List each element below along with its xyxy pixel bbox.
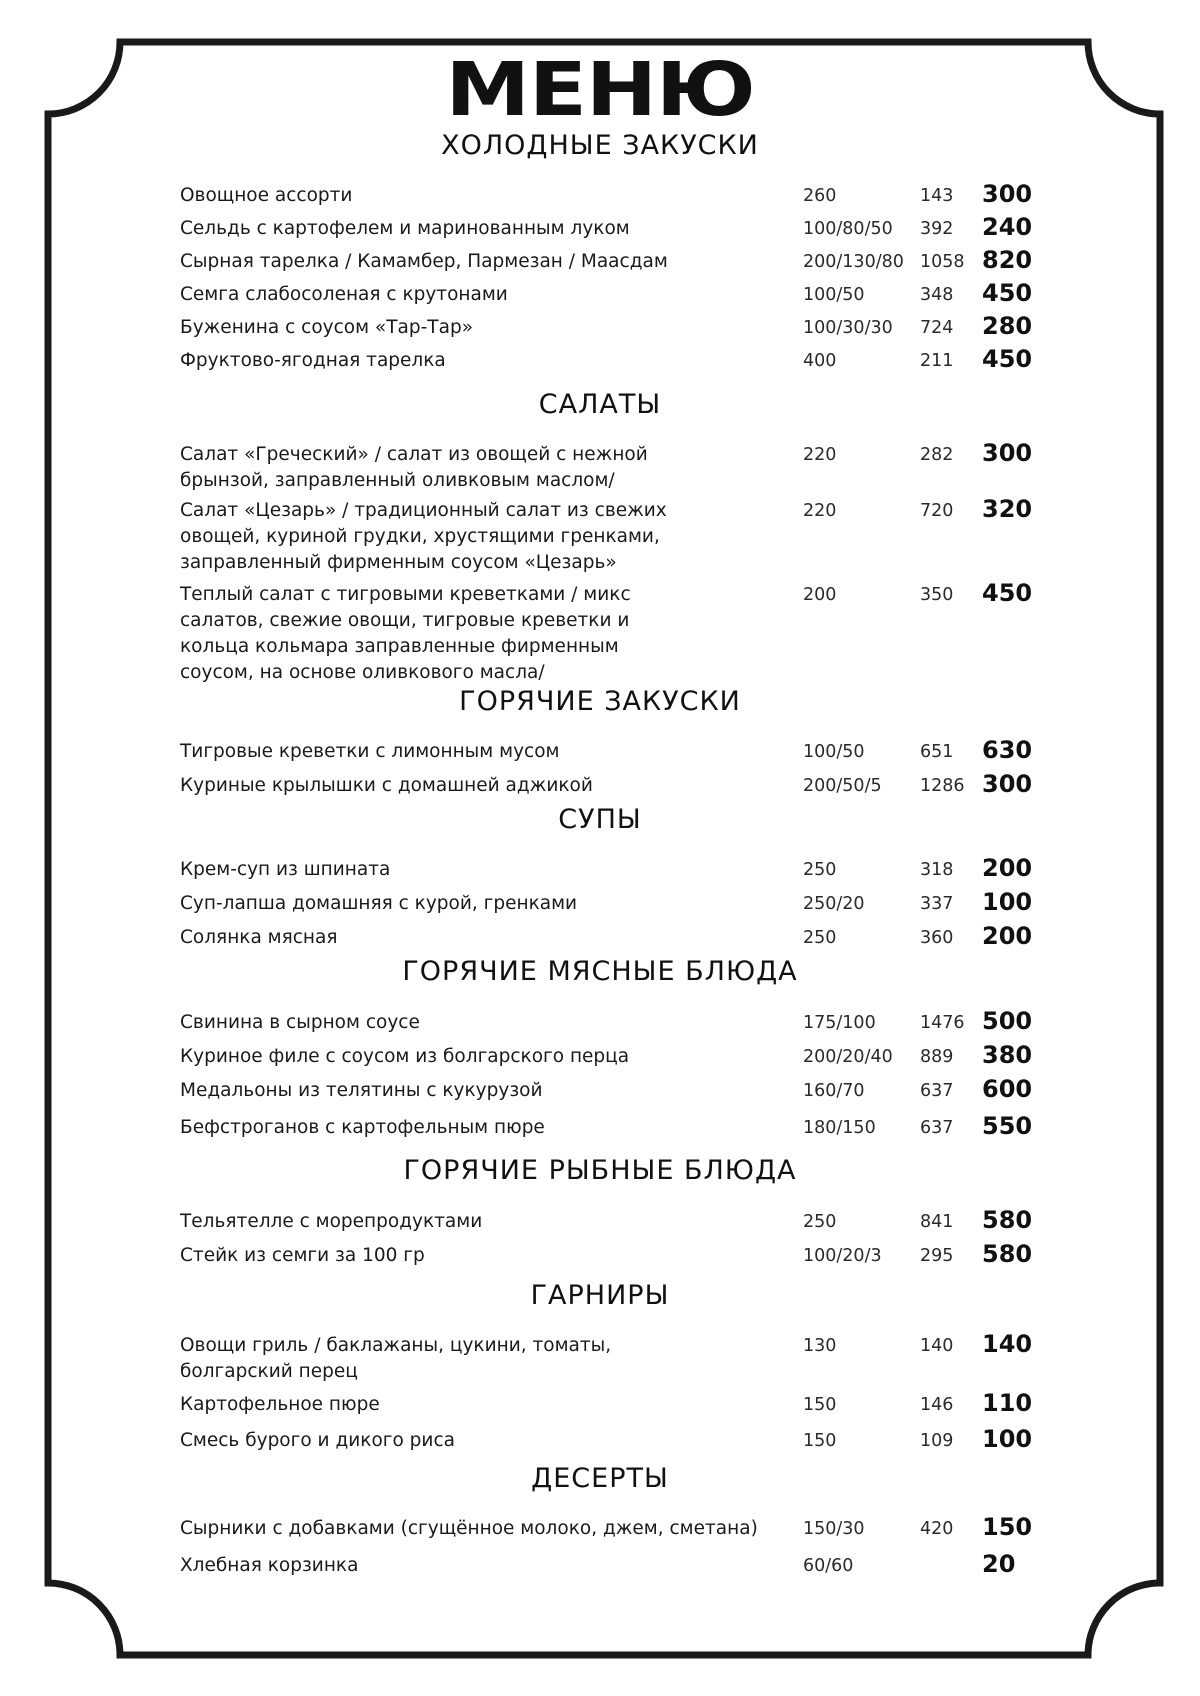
menu-item [180,246,1040,279]
item-calories: 420 [920,1519,954,1539]
section-title-soups: СУПЫ [558,804,642,835]
item-weight: 220 [803,445,837,465]
item-price: 820 [982,246,1033,274]
item-name: Буженина с соусом «Тар-Тар» [180,317,474,338]
menu-item [180,1513,1040,1546]
item-weight: 220 [803,501,837,521]
item-name: Суп-лапша домашняя с курой, гренками [180,893,578,914]
item-weight: 100/50 [803,285,865,305]
item-price: 280 [982,312,1033,340]
menu-item [180,1007,1040,1040]
menu-item [180,312,1040,345]
menu-item [180,1240,1040,1273]
item-name: Картофельное пюре [180,1394,380,1415]
section-title-fish-dishes: ГОРЯЧИЕ РЫБНЫЕ БЛЮДА [403,1155,797,1186]
item-name: Солянка мясная [180,927,338,948]
item-weight: 160/70 [803,1081,865,1101]
menu-item [180,770,1040,803]
item-name: Фруктово-ягодная тарелка [180,350,446,371]
menu-item [180,854,1040,887]
item-calories: 211 [920,351,954,371]
item-price: 320 [982,495,1033,523]
item-price: 20 [982,1550,1016,1578]
item-calories: 724 [920,318,954,338]
item-price: 380 [982,1041,1033,1069]
item-name: Овощи гриль / баклажаны, цукини, томаты, болгарский перец [180,1335,612,1382]
item-weight: 180/150 [803,1118,876,1138]
item-weight: 250 [803,860,837,880]
menu-item [180,1330,1040,1382]
item-name: Сырная тарелка / Камамбер, Пармезан / Маасдам [180,251,668,272]
item-calories: 146 [920,1395,954,1415]
item-calories: 1058 [920,252,965,272]
menu-item [180,922,1040,955]
item-calories: 350 [920,585,954,605]
item-weight: 400 [803,351,837,371]
item-weight: 100/20/3 [803,1246,882,1266]
menu-item [180,1206,1040,1239]
item-price: 100 [982,888,1033,916]
item-calories: 1286 [920,776,965,796]
item-name: Овощное ассорти [180,185,353,206]
item-name: Салат «Цезарь» / традиционный салат из свежих овощей, куриной грудки, хрустящими гренками, заправленный фирменным соусом «Цезарь» [180,500,667,573]
item-name: Тельятелле с морепродуктами [180,1211,483,1232]
item-calories: 360 [920,928,954,948]
menu-item [180,345,1040,378]
item-weight: 60/60 [803,1556,854,1576]
item-price: 550 [982,1112,1033,1140]
item-name: Куриные крылышки с домашней аджикой [180,775,593,796]
item-calories: 720 [920,501,954,521]
item-weight: 250 [803,928,837,948]
item-name: Семга слабосоленая с крутонами [180,284,508,305]
menu-item [180,495,1040,573]
section-title-meat-dishes: ГОРЯЧИЕ МЯСНЫЕ БЛЮДА [402,956,798,987]
item-name: Сельдь с картофелем и маринованным луком [180,218,630,239]
item-price: 300 [982,180,1033,208]
menu-item [180,1041,1040,1074]
menu-item [180,1112,1040,1145]
item-calories: 295 [920,1246,954,1266]
item-weight: 200/50/5 [803,776,882,796]
item-price: 110 [982,1389,1033,1417]
item-price: 600 [982,1075,1033,1103]
menu-item [180,1389,1040,1422]
section-title-cold-starters: ХОЛОДНЫЕ ЗАКУСКИ [441,130,759,161]
item-weight: 150 [803,1431,837,1451]
item-price: 300 [982,770,1033,798]
item-price: 450 [982,279,1033,307]
item-price: 200 [982,854,1033,882]
item-name: Тигровые креветки с лимонным мусом [180,741,560,762]
item-calories: 140 [920,1336,954,1356]
item-name: Стейк из семги за 100 гр [180,1245,425,1266]
item-name: Сырники с добавками (сгущённое молоко, джем, сметана) [180,1518,758,1539]
item-calories: 143 [920,186,954,206]
item-price: 450 [982,579,1033,607]
item-calories: 841 [920,1212,954,1232]
item-price: 240 [982,213,1033,241]
item-weight: 100/30/30 [803,318,893,338]
item-weight: 150 [803,1395,837,1415]
item-calories: 282 [920,445,954,465]
item-calories: 637 [920,1118,954,1138]
section-title-desserts: ДЕСЕРТЫ [531,1463,669,1494]
section-title-hot-starters: ГОРЯЧИЕ ЗАКУСКИ [459,686,741,717]
menu-item [180,888,1040,921]
item-weight: 200 [803,585,837,605]
item-calories: 348 [920,285,954,305]
item-calories: 109 [920,1431,954,1451]
item-name: Свинина в сырном соусе [180,1012,420,1033]
item-weight: 100/80/50 [803,219,893,239]
item-calories: 337 [920,894,954,914]
item-price: 580 [982,1206,1033,1234]
item-calories: 651 [920,742,954,762]
menu-item [180,1550,1040,1583]
item-weight: 250/20 [803,894,865,914]
item-weight: 200/130/80 [803,252,904,272]
menu-item [180,736,1040,769]
item-name: Крем-суп из шпината [180,859,391,880]
item-price: 200 [982,922,1033,950]
item-price: 500 [982,1007,1033,1035]
menu-title: МЕНЮ [445,47,755,133]
item-price: 630 [982,736,1033,764]
item-price: 450 [982,345,1033,373]
item-weight: 200/20/40 [803,1047,893,1067]
menu-item [180,213,1040,246]
menu-item [180,439,1040,491]
item-name: Хлебная корзинка [180,1555,359,1576]
item-price: 300 [982,439,1033,467]
item-name: Медальоны из телятины с кукурузой [180,1080,543,1101]
item-name: Бефстроганов с картофельным пюре [180,1117,545,1138]
item-price: 100 [982,1425,1033,1453]
menu-item [180,579,1040,683]
item-calories: 1476 [920,1013,965,1033]
item-calories: 392 [920,219,954,239]
item-name: Салат «Греческий» / салат из овощей с нежной брынзой, заправленный оливковым маслом/ [180,444,648,491]
item-price: 580 [982,1240,1033,1268]
item-price: 150 [982,1513,1033,1541]
item-calories: 889 [920,1047,954,1067]
item-weight: 100/50 [803,742,865,762]
item-name: Куриное филе с соусом из болгарского перца [180,1046,630,1067]
item-name: Теплый салат с тигровыми креветками / микс салатов, свежие овощи, тигровые креветки и кольца кольмара заправленные фирменным соусом, на основе оливкового масла/ [180,584,631,683]
item-weight: 250 [803,1212,837,1232]
menu-item [180,180,1040,213]
menu-item [180,1425,1040,1458]
item-calories: 637 [920,1081,954,1101]
item-weight: 175/100 [803,1013,876,1033]
section-title-salads: САЛАТЫ [538,389,662,420]
item-name: Смесь бурого и дикого риса [180,1430,455,1451]
menu-item [180,279,1040,312]
menu-item [180,1075,1040,1108]
item-weight: 150/30 [803,1519,865,1539]
item-weight: 260 [803,186,837,206]
item-calories: 318 [920,860,954,880]
item-price: 140 [982,1330,1033,1358]
section-title-side-dishes: ГАРНИРЫ [530,1280,670,1311]
item-weight: 130 [803,1336,837,1356]
